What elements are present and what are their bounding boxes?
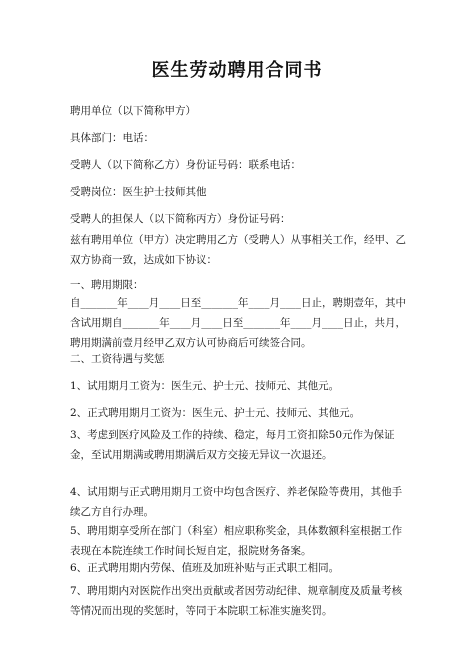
document-title: 医生劳动聘用合同书 bbox=[151, 60, 323, 81]
section-1-heading: 一、聘用期限： bbox=[70, 279, 144, 291]
clause-6: 6、正式聘用期内劳保、值班及加班补贴与正式职工相同。 bbox=[70, 562, 340, 574]
clause-7: 7、聘用期内对医院作出突出贡献或者因劳动纪律、规章制度及质量考核等情况而出现的奖惩时，等同于本院职工标准实施奖罚。 bbox=[70, 585, 403, 617]
section-1-text: 自_______年____月____日至_______年____月____日止，聘期壹年，其中含试用期自_______年____月____日至_______年____月____日止，共月，聘用期满前壹月经甲乙双方认可协商后可续签合同。 bbox=[70, 297, 406, 349]
clause-4: 4、试用期与正式聘用期月工资中均包含医疗、养老保险等费用，其他手续乙方自行办理。 bbox=[70, 486, 403, 518]
field-employer: 聘用单位（以下简称甲方） bbox=[70, 105, 196, 117]
section-2-heading: 二、工资待遇与奖惩 bbox=[70, 353, 165, 365]
field-guarantor: 受聘人的担保人（以下简称丙方）身份证号码： bbox=[70, 213, 291, 225]
intro-paragraph: 兹有聘用单位（甲方）决定聘用乙方（受聘人）从事相关工作，经甲、乙双方协商一致，达成如下协议： bbox=[70, 234, 406, 266]
field-employee: 受聘人（以下简称乙方）身份证号码：联系电话： bbox=[70, 159, 301, 171]
clause-2: 2、正式聘用期月工资为：医生元、护士元、技师元、其他元。 bbox=[70, 407, 361, 419]
clause-1: 1、试用期月工资为：医生元、护士元、技师元、其他元。 bbox=[70, 380, 340, 392]
clause-3: 3、考虑到医疗风险及工作的持续、稳定，每月工资扣除50元作为保证金，至试用期满或聘用期满后双方交接无异议一次退还。 bbox=[70, 429, 395, 461]
field-position: 受聘岗位：医生护士技师其他 bbox=[70, 186, 207, 198]
field-department: 具体部门：电话： bbox=[70, 132, 154, 144]
clause-5: 5、聘用期享受所在部门（科室）相应职称奖金，具体数额科室根据工作表现在本院连续工作时间长短自定，报院财务备案。 bbox=[70, 525, 403, 557]
